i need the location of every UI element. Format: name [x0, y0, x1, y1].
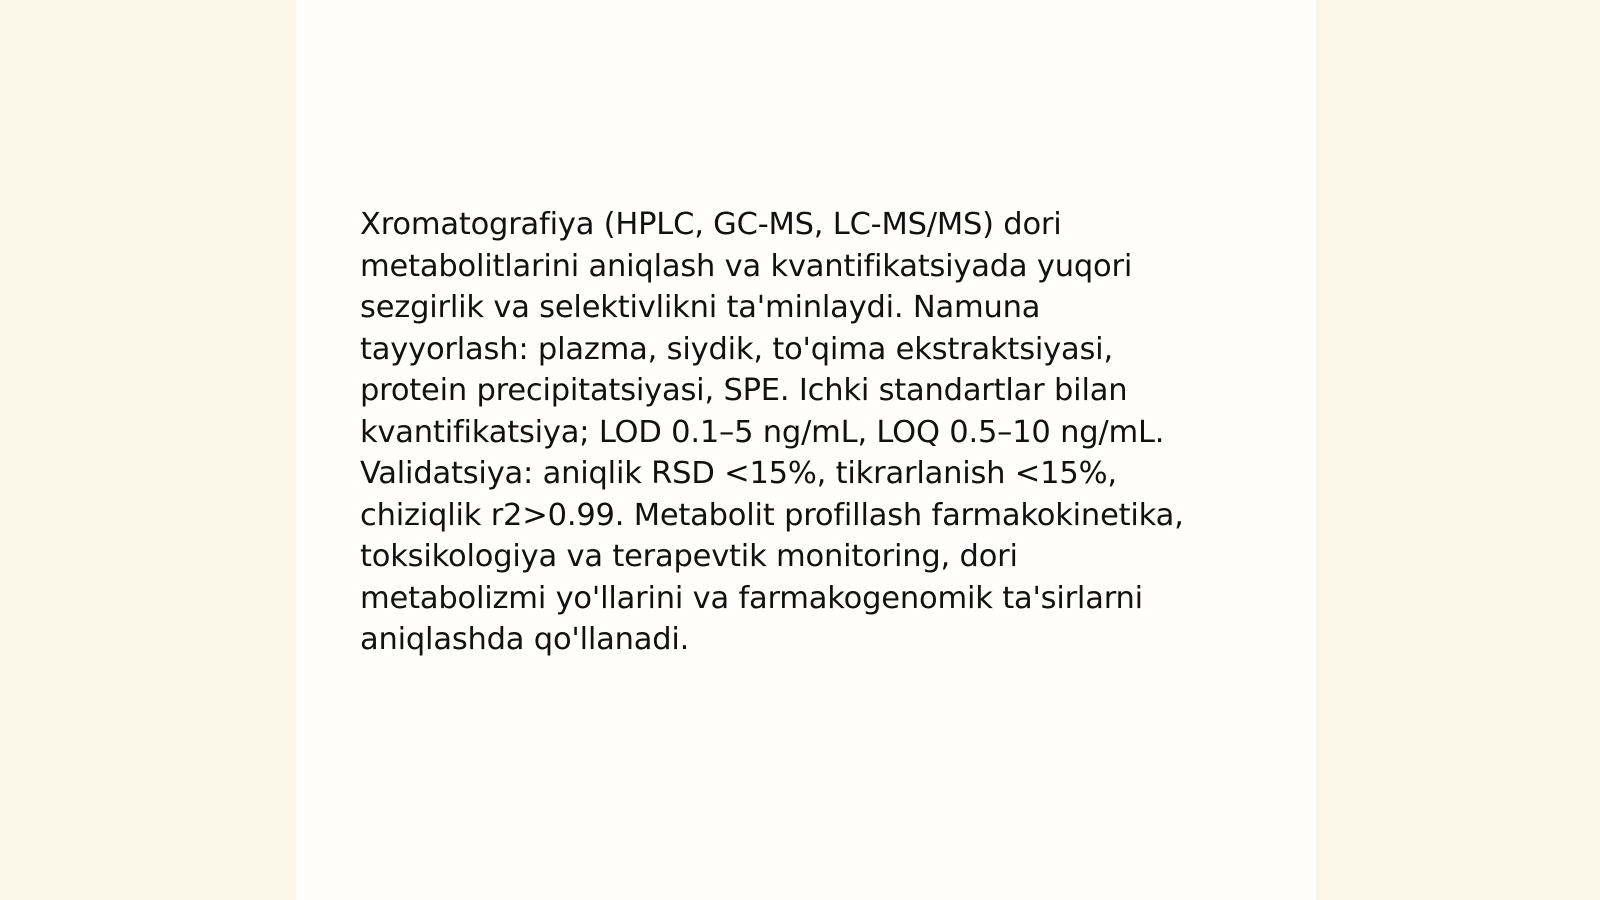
paragraph-line: metabolizmi yo'llarini va farmakogenomik ta'sirlarni — [360, 580, 1143, 616]
paragraph-line: chiziqlik r2>0.99. Metabolit profillash farmakokinetika, — [360, 497, 1184, 533]
paragraph-line: metabolitlarini aniqlash va kvantifikatsiyada yuqori — [360, 248, 1133, 284]
paragraph-line: Xromatografiya (HPLC, GC-MS, LC-MS/MS) dori — [360, 207, 1062, 242]
paragraph-line: protein precipitatsiyasi, SPE. Ichki standartlar bilan — [360, 373, 1128, 408]
left-margin-background — [0, 0, 296, 900]
paragraph-line: tayyorlash: plazma, siydik, to'qima ekstraktsiyasi, — [360, 331, 1113, 367]
right-margin-background — [1316, 0, 1600, 900]
paragraph-line: Validatsiya: aniqlik RSD <15%, tikrarlanish <15%, — [360, 456, 1117, 491]
paragraph-line: toksikologiya va terapevtik monitoring, dori — [360, 539, 1018, 574]
paragraph-line: sezgirlik va selektivlikni ta'minlaydi. Namuna — [360, 290, 1041, 325]
paragraph-line: kvantifikatsiya; LOD 0.1–5 ng/mL, LOQ 0.5–10 ng/mL. — [360, 414, 1165, 450]
document-body — [360, 204, 1260, 661]
document-page — [296, 0, 1316, 900]
paragraph-line: aniqlashda qo'llanadi. — [360, 622, 690, 657]
body-paragraph — [360, 204, 1260, 661]
